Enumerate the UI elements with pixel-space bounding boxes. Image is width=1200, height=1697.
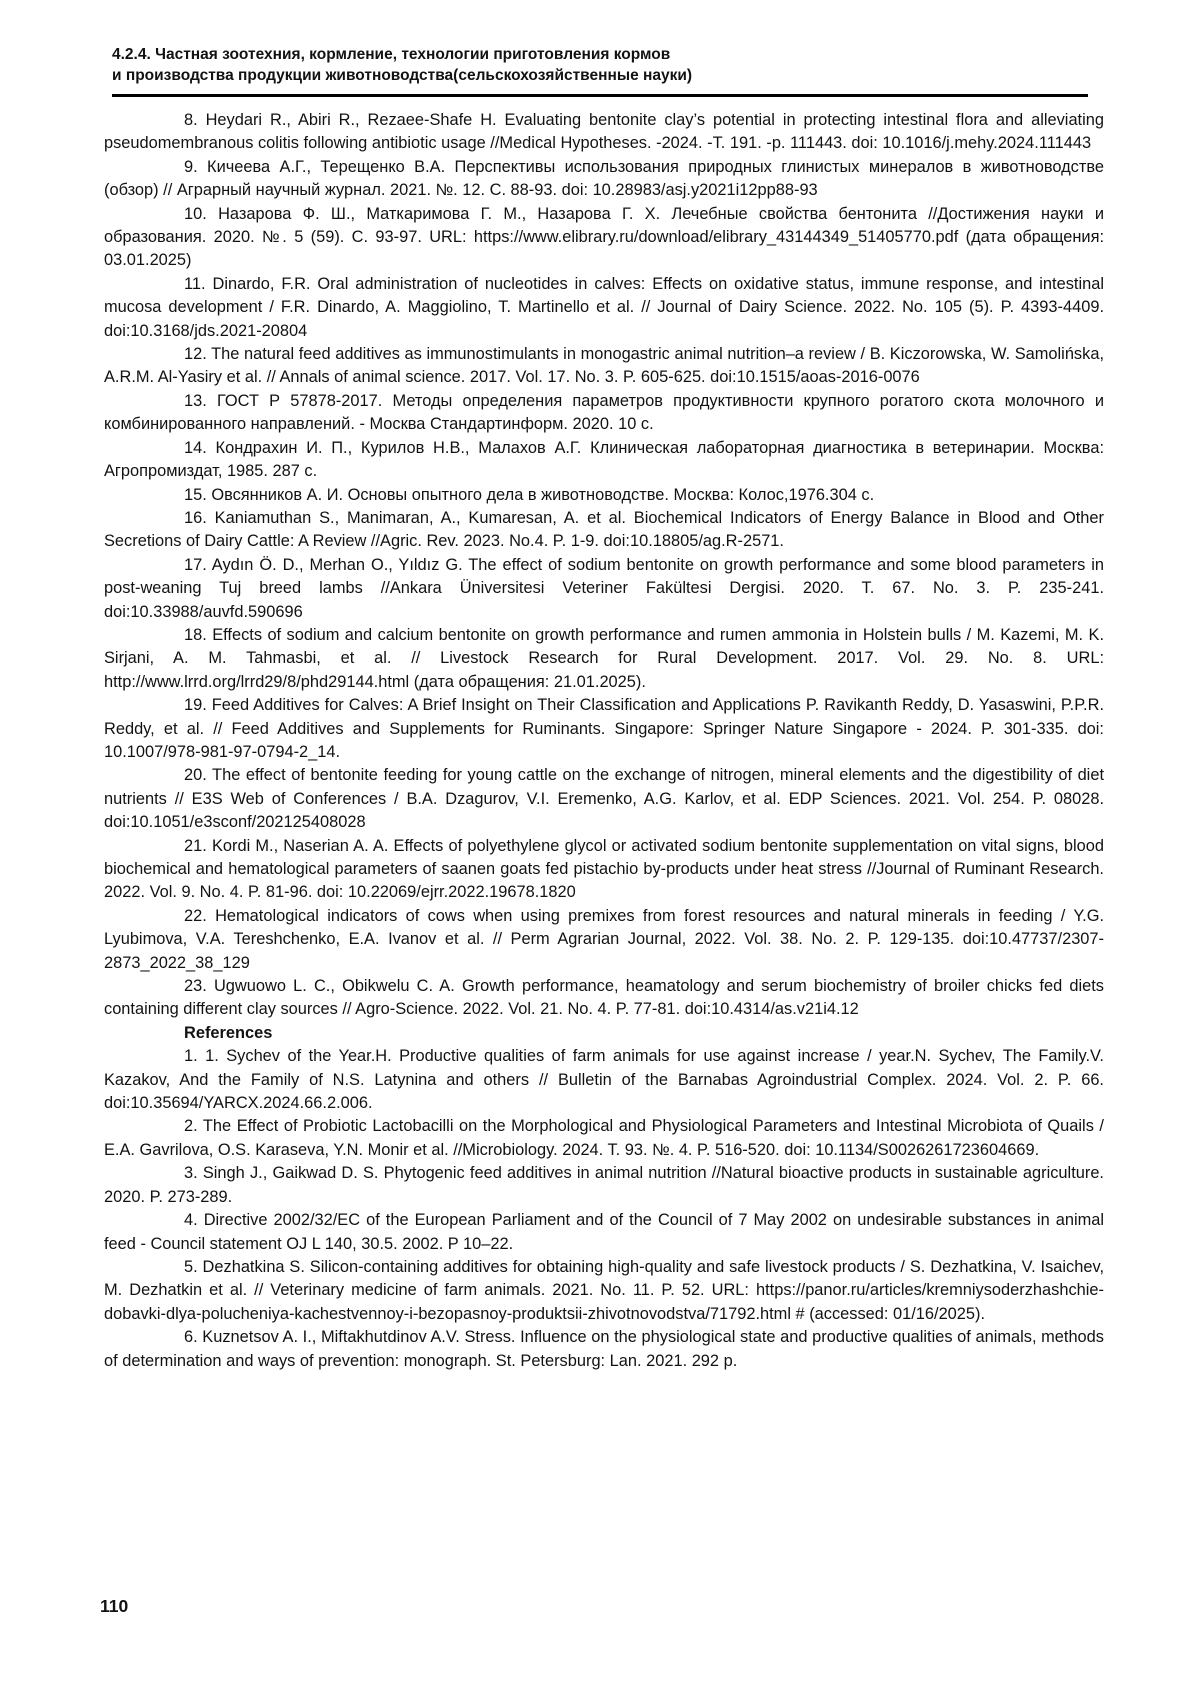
reference-entry: 16. Kaniamuthan S., Manimaran, A., Kumaresan, A. et al. Biochemical Indicators of Energy Balance in Blood and Other Secretions of Dairy Cattle: A Review //Agric. Rev. 2023. No.4. P. 1-9. doi:10.18805/ag.R-2571. [104,508,1104,551]
reference-entry: 21. Kordi M., Naserian A. A. Effects of polyethylene glycol or activated sodium bentonite supplementation on vital signs, blood biochemical and hematological parameters of saanen goats fed pistachio by-products under heat stress //Journal of Ruminant Research. 2022. Vol. 9. No. 4. P. 81-96. doi: 10.22069/ejrr.2022.19678.1820 [104,836,1104,902]
reference-entry: 19. Feed Additives for Calves: A Brief Insight on Their Classification and Applications P. Ravikanth Reddy, D. Yasaswini, P.P.R. Reddy, et al. // Feed Additives and Supplements for Ruminants. Singapore: Springer Nature Singapore - 2024. P. 301-335. doi: 10.1007/978-981-97-0794-2_14. [104,696,1104,761]
reference-entry: 17. Aydın Ö. D., Merhan O., Yıldız G. The effect of sodium bentonite on growth performance and some blood parameters in post-weaning Tuj breed lambs //Ankara Üniversitesi Veteriner Fakültesi Dergisi. 2020. T. 67. No. 3. P. 235-241. doi:10.33988/auvfd.590696 [104,555,1104,621]
reference-entry: 8. Heydari R., Abiri R., Rezaee-Shafe H. Evaluating bentonite clay’s potential in protecting intestinal flora and alleviating pseudomembranous colitis following antibiotic usage //Medical Hypotheses. -2024. -Т. 191. -p. 111443. doi: 10.1016/j.mehy.2024.111443 [104,111,1104,153]
reference-entry: 12. The natural feed additives as immunostimulants in monogastric animal nutrition–a review / B. Kiczorowska, W. Samolińska, A.R.M. Al-Yasiry et al. // Annals of animal science. 2017. Vol. 17. No. 3. P. 605-625. doi:10.1515/aoas-2016-0076 [104,345,1104,387]
reference-entry: 22. Hematological indicators of cows when using premixes from forest resources and natural minerals in feeding / Y.G. Lyubimova, V.A. Tereshchenko, E.A. Ivanov et al. // Perm Agrarian Journal, 2022. Vol. 38. No. 2. P. 129-135. doi:10.47737/2307-2873_2022_38_129 [104,906,1104,972]
reference-entry: 11. Dinardo, F.R. Oral administration of nucleotides in calves: Effects on oxidative status, immune response, and intestinal mucosa development / F.R. Dinardo, A. Maggiolino, T. Martinello et al. // Journal of Dairy Science. 2022. No. 105 (5). P. 4393-4409. doi:10.3168/jds.2021-20804 [104,274,1104,340]
reference-entry: 23. Ugwuowo L. C., Obikwelu C. A. Growth performance, heamatology and serum biochemistry of broiler chicks fed diets containing different clay sources // Agro-Science. 2022. Vol. 21. No. 4. P. 77-81. doi:10.4314/as.v21i4.12 [104,977,1104,1019]
section-header [112,44,1088,97]
references-heading: References [184,1023,273,1042]
reference-entry: 13. ГОСТ Р 57878-2017. Методы определения параметров продуктивности крупного рогатого скота молочного и комбинированного направлений. - Москва Стандартинформ. 2020. 10 с. [104,391,1104,434]
reference-entry: 3. Singh J., Gaikwad D. S. Phytogenic feed additives in animal nutrition //Natural bioactive products in sustainable agriculture. 2020. P. 273-289. [104,1164,1104,1206]
reference-entry: 2. The Effect of Probiotic Lactobacilli on the Morphological and Physiological Parameters and Intestinal Microbiota of Quails / E.A. Gavrilova, O.S. Karaseva, Y.N. Monir et al. //Microbiology. 2024. T. 93. №. 4. P. 516-520. doi: 10.1134/S0026261723604669. [104,1117,1104,1159]
references-list [104,109,1104,1373]
reference-entry: 6. Kuznetsov A. I., Miftakhutdinov A.V. Stress. Influence on the physiological state and productive qualities of animals, methods of determination and ways of prevention: monograph. St. Petersburg: Lan. 2021. 292 p. [104,1328,1104,1370]
reference-entry: 14. Кондрахин И. П., Курилов Н.В., Малахов А.Г. Клиническая лабораторная диагностика в ветеринарии. Москва: Агропромиздат, 1985. 287 с. [104,438,1104,481]
reference-entry: 18. Effects of sodium and calcium bentonite on growth performance and rumen ammonia in Holstein bulls / M. Kazemi, M. K. Sirjani, A. M. Tahmasbi, et al. // Livestock Research for Rural Development. 2017. Vol. 29. No. 8. URL: http://www.lrrd.org/lrrd29/8/phd29144.html (дата обращения: 21.01.2025). [104,625,1104,691]
reference-entry: 10. Назарова Ф. Ш., Маткаримова Г. М., Назарова Г. Х. Лечебные свойства бентонита //Достижения науки и образования. 2020. №. 5 (59). С. 93-97. URL: https://www.elibrary.ru/download/elibrary_43144349_51405770.pdf (дата обращения: 03.01.2025) [104,204,1104,270]
reference-entry: 15. Овсянников А. И. Основы опытного дела в животноводстве. Москва: Колос,1976.304 с. [184,485,875,504]
reference-entry: 20. The effect of bentonite feeding for young cattle on the exchange of nitrogen, mineral elements and the digestibility of diet nutrients // E3S Web of Conferences / B.A. Dzagurov, V.I. Eremenko, A.G. Karlov, et al. EDP Sciences. 2021. Vol. 254. P. 08028. doi:10.1051/e3sconf/202125408028 [104,766,1104,832]
reference-entry: 1. 1. Sychev of the Year.H. Productive qualities of farm animals for use against increase / year.N. Sychev, The Family.V. Kazakov, And the Family of N.S. Latynina and others // Bulletin of the Barnabas Agroindustrial Complex. 2024. Vol. 2. P. 66. doi:10.35694/YARCX.2024.66.2.006. [104,1047,1104,1113]
reference-entry: 5. Dezhatkina S. Silicon-containing additives for obtaining high-quality and safe livestock products / S. Dezhatkina, V. Isaichev, M. Dezhatkin et al. // Veterinary medicine of farm animals. 2021. No. 11. P. 52. URL: https://panor.ru/articles/kremniysoderzhashchie-dobavki-dlya-polucheniya-kachestvennoy-i-bezopasnoy-produktsii-zhivotnovodstva/71792.html # (accessed: 01/16/2025). [104,1257,1104,1323]
page-number: 110 [100,1596,129,1616]
section-title-line1: 4.2.4. Частная зоотехния, кормление, технологии приготовления кормов [112,46,671,63]
section-title-line2: и производства продукции животноводства(сельскохозяйственные науки) [112,67,693,84]
reference-entry: 4. Directive 2002/32/EC of the European Parliament and of the Council of 7 May 2002 on undesirable substances in animal feed - Council statement OJ L 140, 30.5. 2002. P 10–22. [104,1211,1104,1253]
reference-entry: 9. Кичеева А.Г., Терещенко В.А. Перспективы использования природных глинистых минералов в животноводстве (обзор) // Аграрный научный журнал. 2021. №. 12. С. 88-93. doi: 10.28983/asj.y2021i12pp88-93 [104,157,1104,200]
